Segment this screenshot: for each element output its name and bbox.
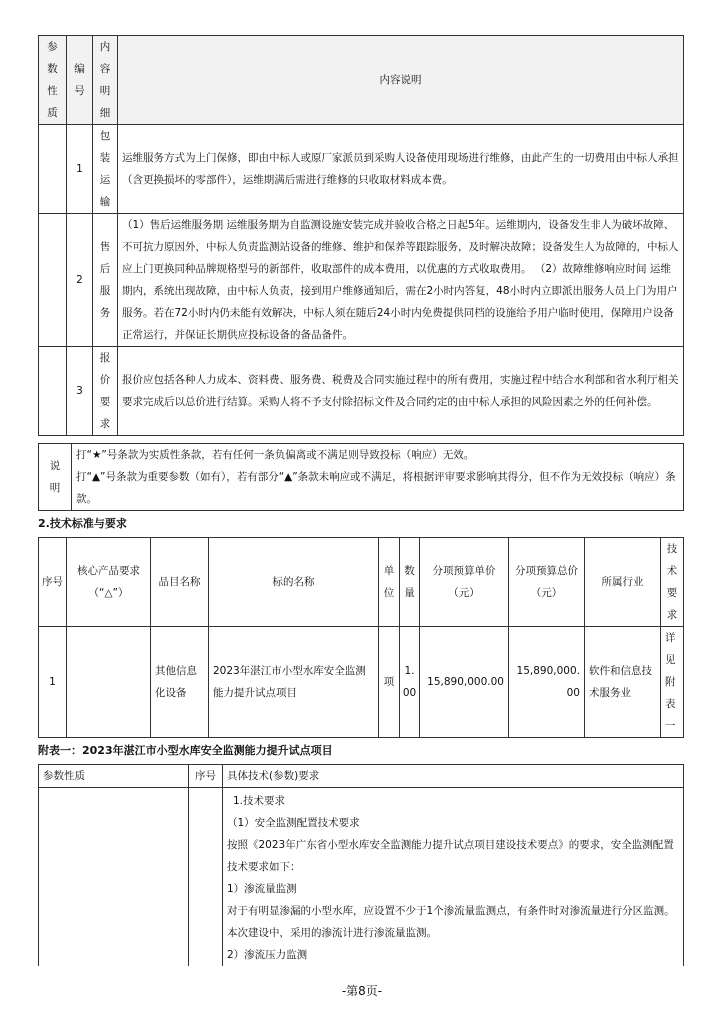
note-label: 说明: [49, 460, 61, 494]
cell-seq: [189, 788, 223, 967]
req-line: 按照《2023年广东省小型水库安全监测能力提升试点项目建设技术要点》的要求，安全监测配置技术要求如下：: [227, 839, 674, 873]
row-number: 3: [67, 347, 93, 436]
cell-tech-req: 详见附表一: [661, 627, 684, 738]
req-line: 1）渗流量监测: [227, 883, 297, 895]
nature-cell: [39, 125, 67, 214]
note-table: [38, 443, 684, 511]
cell-param-nature: [39, 788, 189, 967]
note-line-triangle: 打“▲”号条款为重要参数（如有），若有部分“▲”条款未响应或不满足，将根据评审要求影响其得分，但不作为无效投标（响应）条款。: [76, 471, 676, 505]
header-number: 编号: [74, 63, 85, 97]
row-number: 1: [67, 125, 93, 214]
req-line: 1.技术要求: [233, 795, 286, 807]
header-description: 内容说明: [118, 36, 684, 125]
row-detail: 报价要求: [99, 352, 111, 430]
cell-quantity: 1.00: [400, 627, 420, 738]
technical-standards-table: [38, 537, 684, 738]
cell-unit-price: 15,890,000.00: [420, 627, 509, 738]
header-nature: 参数性质: [47, 41, 58, 119]
header-detail-cell: [93, 36, 118, 125]
row-detail: 包装运输: [99, 130, 111, 208]
header-requirements: 具体技术(参数)要求: [223, 765, 684, 788]
cell-industry: 软件和信息技术服务业: [585, 627, 661, 738]
note-label-cell: [39, 444, 72, 511]
header-seq: 序号: [39, 538, 67, 627]
service-requirements-table: [38, 35, 684, 436]
cell-total-price: 15,890,000.00: [509, 627, 585, 738]
req-line: 对于有明显渗漏的小型水库，应设置不少于1个渗流量监测点，有条件时对渗流量进行分区监测。: [227, 905, 675, 917]
row-detail-cell: [93, 347, 118, 436]
header-total-price: 分项预算总价（元）: [509, 538, 585, 627]
note-line-star: 打“★”号条款为实质性条款，若有任何一条负偏离或不满足则导致投标（响应）无效。: [76, 449, 475, 461]
table-row: [39, 125, 684, 214]
nature-cell: [39, 214, 67, 347]
appendix-title: 附表一：2023年湛江市小型水库安全监测能力提升试点项目: [38, 744, 333, 757]
req-line: 2）渗流压力监测: [227, 949, 308, 961]
note-text: [72, 444, 684, 511]
header-nature-cell: [39, 36, 67, 125]
header-seq: 序号: [189, 765, 223, 788]
cell-unit: 项: [379, 627, 400, 738]
header-unit-price: 分项预算单价（元）: [420, 538, 509, 627]
row-description: 运维服务方式为上门保修，即由中标人或原厂家派员到采购人设备使用现场进行维修，由此产生的一切费用由中标人承担（含更换损坏的零部件），运维期满后需进行维修的只收取材料成本费。: [118, 125, 684, 214]
cell-core-product: [67, 627, 151, 738]
row-description: 报价应包括各种人力成本、资料费、服务费、税费及合同实施过程中的所有费用，实施过程中结合水利部和省水利厅相关要求完成后以总价进行结算。采购人将不予支付除招标文件及合同约定的由中标人承担的风险因素之外的任何补偿。: [118, 347, 684, 436]
table-row: [39, 347, 684, 436]
header-industry: 所属行业: [585, 538, 661, 627]
table-row: [39, 214, 684, 347]
cell-seq: 1: [39, 627, 67, 738]
header-tech-req: 技术要求: [661, 538, 684, 627]
cell-requirements: [223, 788, 684, 967]
row-number: 2: [67, 214, 93, 347]
table-header-row: [39, 765, 684, 788]
cell-category: 其他信息化设备: [151, 627, 209, 738]
req-line: （1）安全监测配置技术要求: [227, 817, 360, 829]
header-unit: 单位: [379, 538, 400, 627]
row-description: （1）售后运维服务期 运维服务期为自监测设施安装完成并验收合格之日起5年。运维期内，设备发生非人为破坏故障、不可抗力原因外，中标人负责监测站设备的维修、维护和保养等跟踪服务，及时解决故障；设备发生人为故障的，中标人应上门更换同种品牌规格型号的新部件，收取部件的成本费用，以优惠的方式收取费用。 （2）故障维修响应时间 运维期内，系统出现故障，由中标人负责，接到用户维修通知后，需在2小时内答复，48小时内立即派出服务人员上门为用户服务。若在72小时内仍未能有效解决，中标人须在随后24小时内免费提供同档的设施给予用户临时使用，保障用户设备正常运行，并保证长期供应投标设备的备品备件。: [118, 214, 684, 347]
header-number-cell: [67, 36, 93, 125]
row-detail-cell: [93, 214, 118, 347]
page-number: -第8页-: [341, 984, 383, 998]
header-detail: 内容明细: [99, 41, 111, 119]
table-header-row: [39, 36, 684, 125]
header-param-nature: 参数性质: [39, 765, 189, 788]
table-header-row: [39, 538, 684, 627]
cell-item-name: 2023年湛江市小型水库安全监测能力提升试点项目: [209, 627, 379, 738]
row-detail-cell: [93, 125, 118, 214]
appendix-table: [38, 764, 684, 966]
req-line: 本次建设中，采用的渗流计进行渗流量监测。: [227, 927, 437, 939]
row-detail: 售后服务: [99, 241, 111, 319]
header-quantity: 数量: [400, 538, 420, 627]
header-category: 品目名称: [151, 538, 209, 627]
table-row: [39, 788, 684, 967]
header-core-product: 核心产品要求（“△”）: [67, 538, 151, 627]
header-item-name: 标的名称: [209, 538, 379, 627]
table-row: [39, 627, 684, 738]
nature-cell: [39, 347, 67, 436]
section-title: 2.技术标准与要求: [38, 517, 127, 530]
